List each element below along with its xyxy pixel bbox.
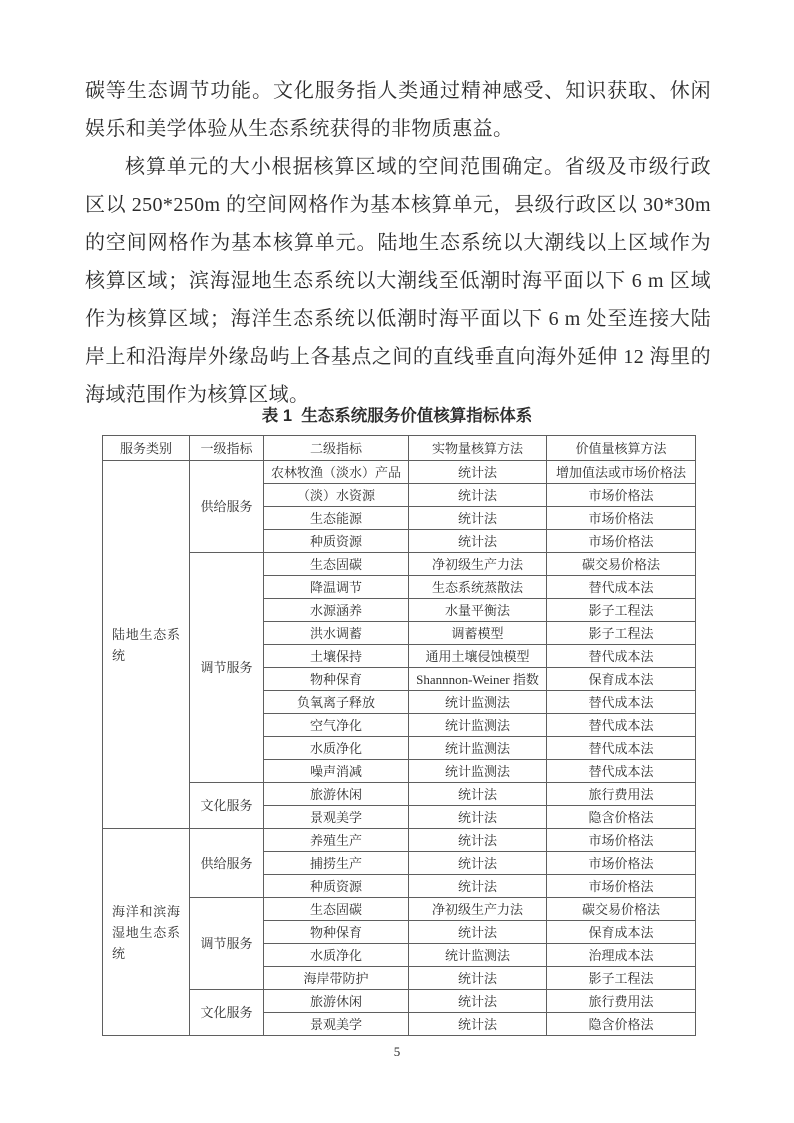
physical-method-cell: 生态系统蒸散法 [409, 576, 547, 599]
indicator-cell: 旅游休闲 [264, 990, 409, 1013]
indicator-cell: 降温调节 [264, 576, 409, 599]
value-method-cell: 市场价格法 [547, 875, 696, 898]
indicator-cell: 海岸带防护 [264, 967, 409, 990]
indicator-table [102, 435, 696, 1036]
category-cell: 陆地生态系统 [103, 461, 190, 829]
physical-method-cell: 统计法 [409, 829, 547, 852]
table-row [103, 783, 696, 806]
indicator-cell: 景观美学 [264, 1013, 409, 1036]
indicator-cell: 旅游休闲 [264, 783, 409, 806]
value-method-cell: 替代成本法 [547, 691, 696, 714]
value-method-cell: 替代成本法 [547, 714, 696, 737]
value-method-cell: 治理成本法 [547, 944, 696, 967]
category-cell: 海洋和滨海湿地生态系统 [103, 829, 190, 1036]
physical-method-cell: 统计监测法 [409, 760, 547, 783]
value-method-cell: 影子工程法 [547, 599, 696, 622]
indicator-cell: 土壤保持 [264, 645, 409, 668]
physical-method-cell: 统计法 [409, 461, 547, 484]
indicator-cell: 景观美学 [264, 806, 409, 829]
physical-method-cell: 统计法 [409, 990, 547, 1013]
indicator-cell: 种质资源 [264, 530, 409, 553]
value-method-cell: 影子工程法 [547, 967, 696, 990]
level1-indicator-cell: 供给服务 [190, 461, 264, 553]
value-method-cell: 碳交易价格法 [547, 898, 696, 921]
table-row [103, 990, 696, 1013]
indicator-cell: 生态能源 [264, 507, 409, 530]
indicator-cell: 洪水调蓄 [264, 622, 409, 645]
value-method-cell: 市场价格法 [547, 507, 696, 530]
value-method-cell: 保育成本法 [547, 921, 696, 944]
body-paragraph: 碳等生态调节功能。文化服务指人类通过精神感受、知识获取、休闲娱乐和美学体验从生态系统获得的非物质惠益。 [85, 80, 711, 140]
indicator-cell: 水质净化 [264, 944, 409, 967]
indicator-cell: 水源涵养 [264, 599, 409, 622]
physical-method-cell: 统计法 [409, 875, 547, 898]
physical-method-cell: 统计监测法 [409, 691, 547, 714]
indicator-cell: 负氧离子释放 [264, 691, 409, 714]
value-method-cell: 增加值法或市场价格法 [547, 461, 696, 484]
value-method-cell: 隐含价格法 [547, 1013, 696, 1036]
value-method-cell: 替代成本法 [547, 645, 696, 668]
level1-indicator-cell: 供给服务 [190, 829, 264, 898]
physical-method-cell: 净初级生产力法 [409, 898, 547, 921]
body-paragraph: 核算单元的大小根据核算区域的空间范围确定。省级及市级行政区以 250*250m 的空间网格作为基本核算单元，县级行政区以 30*30m 的空间网格作为基本核算单元。陆地生态系统以大潮线以上区域作为核算区域；滨海湿地生态系统以大潮线至低潮时海平面以下 6 m 区域作为核算区域；海洋生态系统以低潮时海平面以下 6 m 处至连接大陆岸上和沿海岸外缘岛屿上各基点之间的直线垂直向海外延伸 12 海里的海域范围作为核算区域。 [85, 156, 711, 406]
value-method-cell: 替代成本法 [547, 760, 696, 783]
value-method-cell: 市场价格法 [547, 829, 696, 852]
physical-method-cell: 统计法 [409, 783, 547, 806]
table-header-row [103, 436, 696, 461]
physical-method-cell: 统计法 [409, 484, 547, 507]
physical-method-cell: 统计法 [409, 1013, 547, 1036]
physical-method-cell: 水量平衡法 [409, 599, 547, 622]
physical-method-cell: Shannnon-Weiner 指数 [409, 668, 547, 691]
column-header-level2-indicator: 二级指标 [264, 436, 409, 461]
value-method-cell: 替代成本法 [547, 737, 696, 760]
indicator-cell: 噪声消减 [264, 760, 409, 783]
physical-method-cell: 统计监测法 [409, 714, 547, 737]
table-row [103, 461, 696, 484]
column-header-value-method: 价值量核算方法 [547, 436, 696, 461]
level1-indicator-cell: 文化服务 [190, 990, 264, 1036]
physical-method-cell: 统计监测法 [409, 944, 547, 967]
level1-indicator-cell: 调节服务 [190, 898, 264, 990]
page-number: 5 [393, 1044, 401, 1059]
level1-indicator-cell: 调节服务 [190, 553, 264, 783]
indicator-cell: 捕捞生产 [264, 852, 409, 875]
value-method-cell: 旅行费用法 [547, 783, 696, 806]
column-header-service-category: 服务类别 [103, 436, 190, 461]
indicator-cell: 生态固碳 [264, 898, 409, 921]
indicator-cell: 生态固碳 [264, 553, 409, 576]
value-method-cell: 保育成本法 [547, 668, 696, 691]
value-method-cell: 替代成本法 [547, 576, 696, 599]
level1-indicator-cell: 文化服务 [190, 783, 264, 829]
value-method-cell: 影子工程法 [547, 622, 696, 645]
table-row [103, 898, 696, 921]
value-method-cell: 市场价格法 [547, 484, 696, 507]
value-method-cell: 碳交易价格法 [547, 553, 696, 576]
value-method-cell: 隐含价格法 [547, 806, 696, 829]
physical-method-cell: 统计法 [409, 507, 547, 530]
indicator-table-body [103, 461, 696, 1036]
indicator-cell: 养殖生产 [264, 829, 409, 852]
table-row [103, 553, 696, 576]
body-text-block [85, 72, 711, 414]
physical-method-cell: 调蓄模型 [409, 622, 547, 645]
table-caption: 表 1 生态系统服务价值核算指标体系 [261, 407, 533, 425]
value-method-cell: 市场价格法 [547, 852, 696, 875]
indicator-cell: 农林牧渔（淡水）产品 [264, 461, 409, 484]
indicator-cell: 物种保育 [264, 921, 409, 944]
physical-method-cell: 统计法 [409, 806, 547, 829]
physical-method-cell: 统计法 [409, 967, 547, 990]
physical-method-cell: 通用土壤侵蚀模型 [409, 645, 547, 668]
indicator-cell: 种质资源 [264, 875, 409, 898]
physical-method-cell: 净初级生产力法 [409, 553, 547, 576]
column-header-physical-method: 实物量核算方法 [409, 436, 547, 461]
physical-method-cell: 统计法 [409, 921, 547, 944]
column-header-level1-indicator: 一级指标 [190, 436, 264, 461]
indicator-cell: 空气净化 [264, 714, 409, 737]
indicator-cell: 水质净化 [264, 737, 409, 760]
value-method-cell: 市场价格法 [547, 530, 696, 553]
physical-method-cell: 统计法 [409, 852, 547, 875]
value-method-cell: 旅行费用法 [547, 990, 696, 1013]
physical-method-cell: 统计监测法 [409, 737, 547, 760]
indicator-cell: 物种保育 [264, 668, 409, 691]
table-row [103, 829, 696, 852]
indicator-cell: （淡）水资源 [264, 484, 409, 507]
physical-method-cell: 统计法 [409, 530, 547, 553]
